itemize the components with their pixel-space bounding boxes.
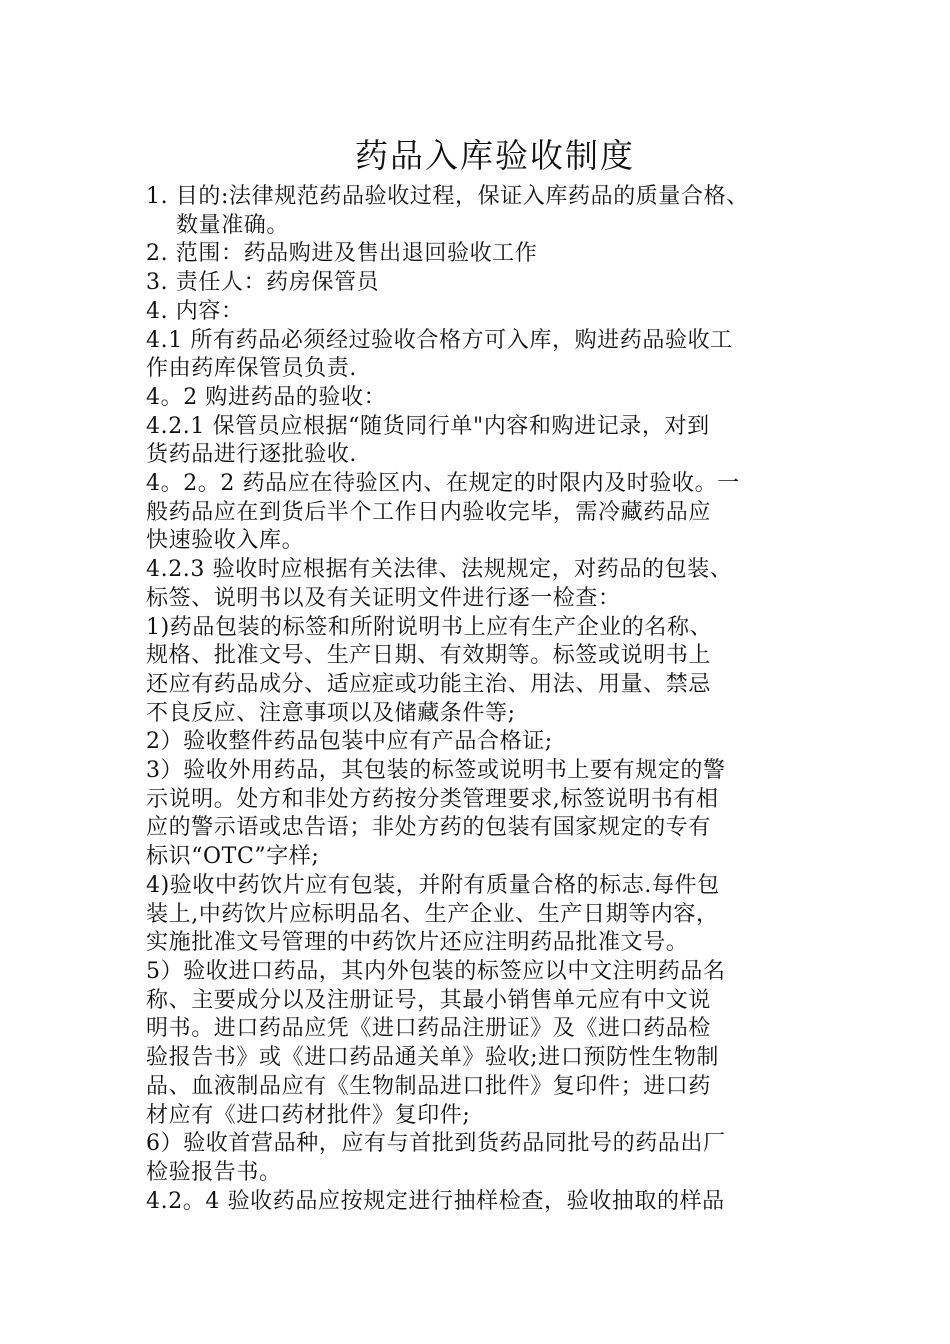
paragraph: [146, 1188, 814, 1217]
text-line: 验报告书》或《进口药品通关单》验收;进口预防性生物制: [146, 1045, 720, 1071]
text-line: 4.2。4 验收药品应按规定进行抽样检查，验收抽取的样品: [146, 1188, 725, 1214]
paragraph: [146, 384, 814, 413]
paragraph: [146, 413, 814, 470]
text-line: 4. 内容：: [146, 298, 244, 324]
text-line: 不良反应、注意事项以及储藏条件等;: [146, 700, 516, 726]
text-line: 4。2 购进药品的验收：: [146, 384, 387, 410]
text-line: 2. 范围：药品购进及售出退回验收工作: [146, 241, 538, 267]
text-line: 作由药库保管员负责.: [146, 356, 357, 382]
text-line: 示说明。处方和非处方药按分类管理要求,标签说明书有相: [146, 786, 719, 812]
text-line: 4.1 所有药品必须经过验收合格方可入库，购进药品验收工: [146, 327, 733, 353]
text-line: 明书。进口药品应凭《进口药品注册证》及《进口药品检: [146, 1016, 712, 1042]
text-line: 4.2.3 验收时应根据有关法律、法规规定，对药品的包装、: [146, 557, 733, 583]
text-line: 般药品应在到货后半个工作日内验收完毕，需冷藏药品应: [146, 499, 712, 525]
paragraph: [146, 240, 814, 269]
paragraph: [146, 1130, 814, 1187]
paragraph: [146, 556, 814, 613]
text-line: 4.2.1 保管员应根据“随货同行单"内容和购进记录，对到: [146, 413, 710, 439]
paragraph: [146, 958, 814, 1130]
text-line: 标识“OTC”字样;: [146, 844, 320, 870]
text-line: 快速验收入库。: [146, 528, 305, 554]
text-line: 称、主要成分以及注册证号，其最小销售单元应有中文说: [146, 987, 712, 1013]
paragraph: [146, 614, 814, 729]
paragraph: [146, 872, 814, 958]
text-line: 3. 责任人：药房保管员: [146, 270, 380, 296]
paragraph: [146, 183, 814, 240]
text-line: 货药品进行逐批验收.: [146, 442, 357, 468]
paragraph: [146, 470, 814, 556]
document-body: [146, 183, 814, 1216]
paragraph: [146, 269, 814, 298]
paragraph: [146, 728, 814, 757]
text-line: 应的警示语或忠告语；非处方药的包装有国家规定的专有: [146, 815, 712, 841]
text-line: 品、血液制品应有《生物制品进口批件》复印件；进口药: [146, 1073, 712, 1099]
text-line: 实施批准文号管理的中药饮片还应注明药品批准文号。: [146, 930, 689, 956]
text-line: 材应有《进口药材批件》复印件;: [146, 1102, 471, 1128]
text-line: 2）验收整件药品包装中应有产品合格证;: [146, 729, 553, 755]
paragraph: [146, 298, 814, 327]
text-line: 1)药品包装的标签和所附说明书上应有生产企业的名称、: [146, 614, 713, 640]
text-line: 还应有药品成分、适应症或功能主治、用法、用量、禁忌: [146, 671, 712, 697]
page-title: 药品入库验收制度: [355, 136, 635, 175]
text-line: 1. 目的:法律规范药品验收过程，保证入库药品的质量合格、: [146, 184, 749, 209]
text-line: 装上,中药饮片应标明品名、生产企业、生产日期等内容，: [146, 901, 719, 927]
text-line: 标签、说明书以及有关证明文件进行逐一检查：: [146, 585, 621, 611]
text-line: 4。2。2 药品应在待验区内、在规定的时限内及时验收。一: [146, 471, 740, 497]
text-line: 3）验收外用药品，其包装的标签或说明书上要有规定的警: [146, 758, 726, 784]
paragraph: [146, 757, 814, 872]
paragraph: [146, 327, 814, 384]
text-line: 6）验收首营品种，应有与首批到货药品同批号的药品出厂: [146, 1131, 726, 1157]
text-line: 检验报告书。: [146, 1159, 282, 1185]
text-line: 5）验收进口药品，其内外包装的标签应以中文注明药品名: [146, 958, 726, 984]
text-line: 规格、批准文号、生产日期、有效期等。标签或说明书上: [146, 643, 712, 669]
text-line: 数量准确。: [176, 212, 290, 238]
text-line: 4)验收中药饮片应有包装，并附有质量合格的标志.每件包: [146, 872, 720, 898]
